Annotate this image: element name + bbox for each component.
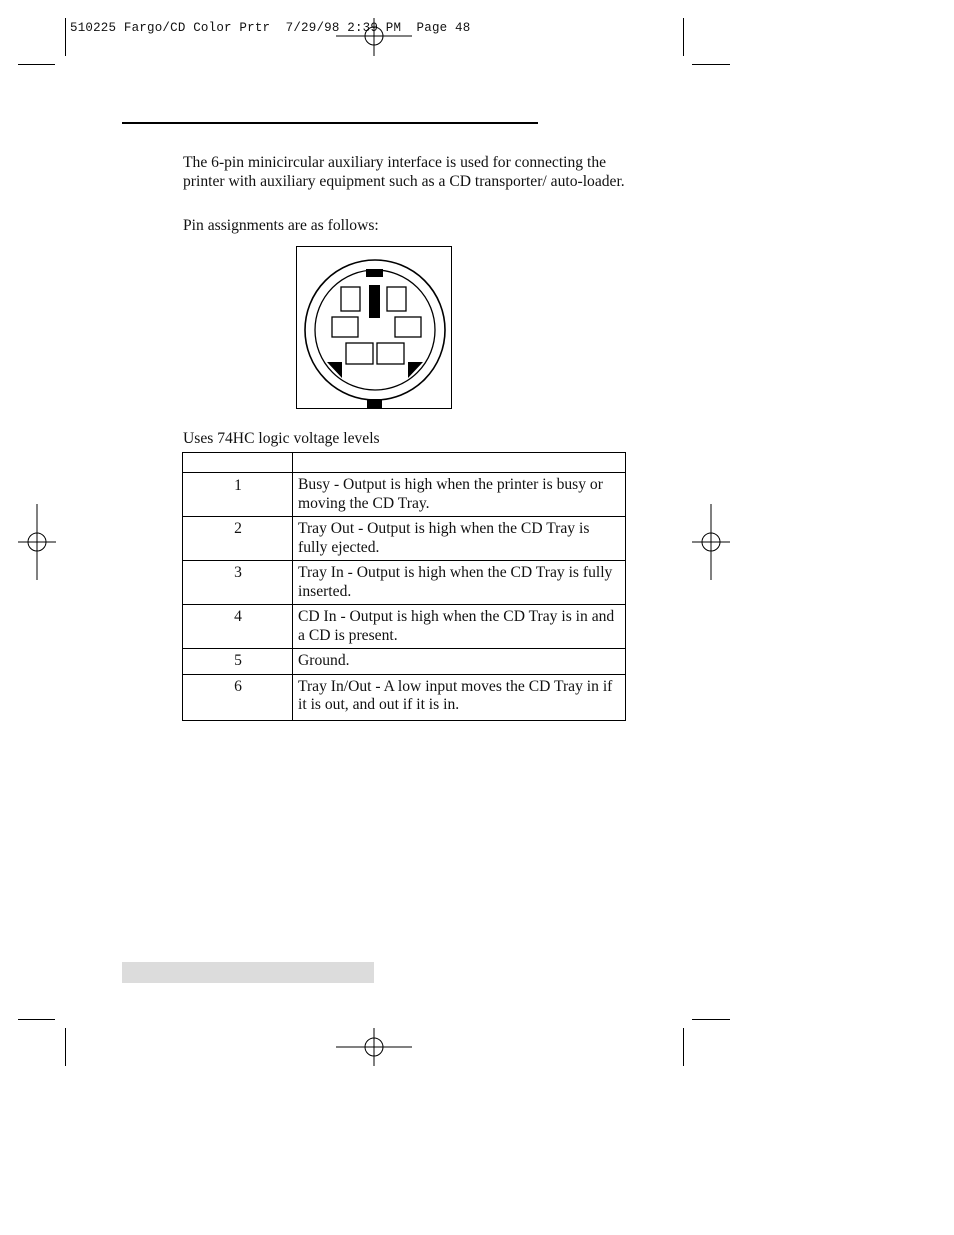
pin-description: Tray In - Output is high when the CD Tray is fully inserted. (293, 561, 626, 605)
crop-mark (18, 1019, 55, 1020)
intro-paragraph: The 6-pin minicircular auxiliary interface is used for connecting the printer with auxiliary equipment such as a CD transporter/ auto-loader. (183, 154, 625, 190)
pin-description: Busy - Output is high when the printer is busy or moving the CD Tray. (293, 473, 626, 517)
crop-mark (692, 64, 730, 65)
pin-description: CD In - Output is high when the CD Tray is in and a CD is present. (293, 605, 626, 649)
crop-mark (65, 1028, 66, 1066)
table-row (183, 517, 626, 561)
connector-diagram (296, 246, 452, 409)
pin-assignment-table (182, 452, 626, 721)
registration-mark-icon (18, 504, 58, 580)
print-slug: 510225 Fargo/CD Color Prtr 7/29/98 2:39 PM Page 48 (70, 21, 471, 35)
pin-number: 1 (183, 473, 293, 517)
pin-number: 3 (183, 561, 293, 605)
table-row (183, 473, 626, 517)
pin-number: 5 (183, 649, 293, 675)
header-rule (122, 122, 538, 124)
table-row (183, 649, 626, 675)
crop-mark (18, 64, 55, 65)
mini-din-connector-icon (297, 247, 451, 408)
pin-description: Tray In/Out - A low input moves the CD Tray in if it is out, and out if it is in. (293, 674, 626, 720)
registration-mark-icon (336, 18, 412, 58)
registration-mark-icon (336, 1028, 412, 1068)
footer-bar (122, 962, 374, 983)
table-header-row (183, 453, 626, 473)
crop-mark (683, 1028, 684, 1066)
pin-assignments-heading: Pin assignments are as follows: (183, 217, 379, 234)
pin-number: 2 (183, 517, 293, 561)
crop-mark (65, 18, 66, 56)
table-header-pin (183, 453, 293, 473)
pin-description: Tray Out - Output is high when the CD Tray is fully ejected. (293, 517, 626, 561)
crop-mark (692, 1019, 730, 1020)
table-header-description (293, 453, 626, 473)
table-row (183, 605, 626, 649)
pin-description: Ground. (293, 649, 626, 675)
voltage-note: Uses 74HC logic voltage levels (183, 430, 380, 447)
table-row (183, 561, 626, 605)
crop-mark (683, 18, 684, 56)
registration-mark-icon (692, 504, 732, 580)
pin-number: 4 (183, 605, 293, 649)
table-row (183, 674, 626, 720)
pin-number: 6 (183, 674, 293, 720)
